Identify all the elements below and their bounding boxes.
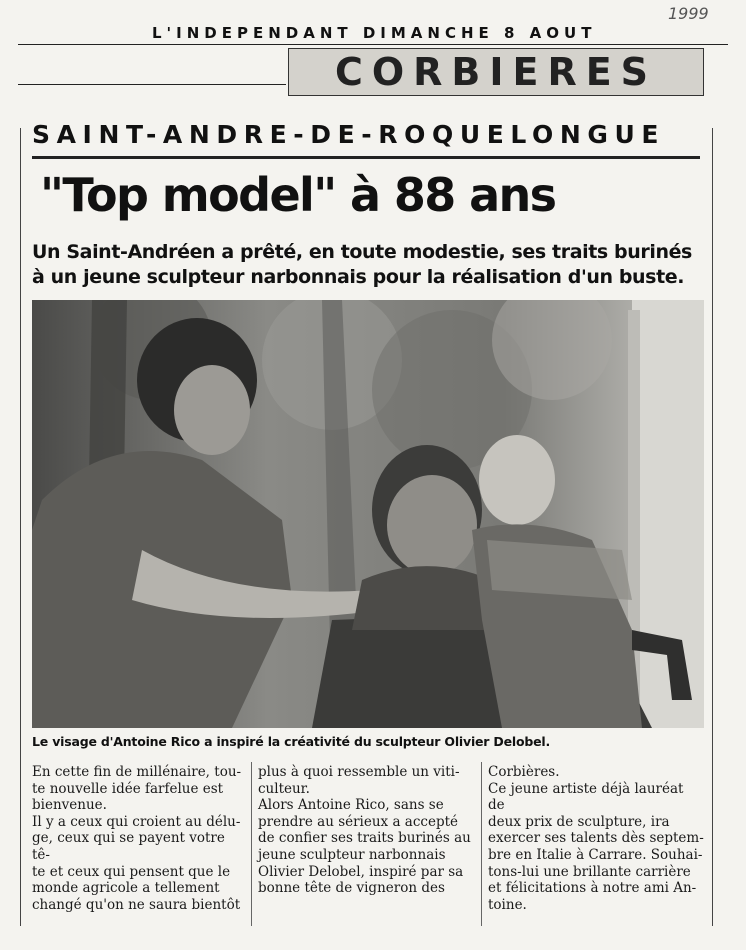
headline: "Top model" à 88 ans bbox=[40, 168, 556, 222]
body-line: En cette fin de millénaire, tou- bbox=[32, 764, 242, 780]
body-line: de confier ses traits burinés au bbox=[258, 830, 471, 847]
column-border-right bbox=[712, 128, 713, 926]
section-rule bbox=[18, 84, 286, 85]
body-line: Corbières. bbox=[488, 764, 560, 780]
masthead-rule bbox=[18, 44, 728, 45]
article-photo bbox=[32, 300, 704, 728]
body-column-1 bbox=[32, 764, 246, 913]
body-line: tons-lui une brillante carrière bbox=[488, 863, 691, 880]
locality-kicker: SAINT-ANDRE-DE-ROQUELONGUE bbox=[32, 120, 666, 149]
dateline: L'INDEPENDANT DIMANCHE 8 AOUT bbox=[152, 24, 597, 42]
body-line: exercer ses talents dès septem- bbox=[488, 830, 704, 847]
body-line: et félicitations à notre ami An- bbox=[488, 880, 697, 897]
body-line: te nouvelle idée farfelue est bbox=[32, 780, 224, 797]
handwritten-year: 1999 bbox=[668, 4, 709, 23]
body-line: jeune sculpteur narbonnais bbox=[258, 846, 446, 863]
photo-caption: Le visage d'Antoine Rico a inspiré la créativité du sculpteur Olivier Delobel. bbox=[32, 734, 551, 749]
body-line: Il y a ceux qui croient au délu- bbox=[32, 813, 241, 830]
body-line: bonne tête de vigneron des bbox=[258, 880, 445, 897]
body-line: deux prix de sculpture, ira bbox=[488, 813, 670, 830]
standfirst: Un Saint-Andréen a prêté, en toute modestie, ses traits burinés à un jeune sculpteur narbonnais pour la réalisation d'un buste. bbox=[32, 241, 692, 288]
body-line: bienvenue. bbox=[32, 797, 107, 814]
body-column-2 bbox=[258, 764, 476, 897]
column-border-left bbox=[20, 128, 21, 926]
body-line: plus à quoi ressemble un viti- bbox=[258, 764, 460, 780]
body-line: Ce jeune artiste déjà lauréat de bbox=[488, 780, 684, 814]
body-line: Alors Antoine Rico, sans se bbox=[258, 797, 444, 814]
body-line: prendre au sérieux a accepté bbox=[258, 813, 459, 830]
body-column-3 bbox=[488, 764, 704, 913]
column-divider bbox=[251, 762, 252, 926]
body-line: te et ceux qui pensent que le bbox=[32, 863, 231, 880]
body-line: changé qu'on ne saura bientôt bbox=[32, 896, 241, 913]
column-divider bbox=[481, 762, 482, 926]
body-line: monde agricole a tellement bbox=[32, 880, 220, 897]
body-line: toine. bbox=[488, 896, 527, 913]
body-line: culteur. bbox=[258, 780, 310, 797]
body-line: bre en Italie à Carrare. Souhai- bbox=[488, 846, 703, 863]
body-line: Olivier Delobel, inspiré par sa bbox=[258, 863, 464, 880]
kicker-underline bbox=[32, 156, 700, 159]
section-title: CORBIERES bbox=[334, 50, 658, 94]
section-banner bbox=[288, 48, 704, 96]
body-line: ge, ceux qui se payent votre tê- bbox=[32, 830, 225, 863]
